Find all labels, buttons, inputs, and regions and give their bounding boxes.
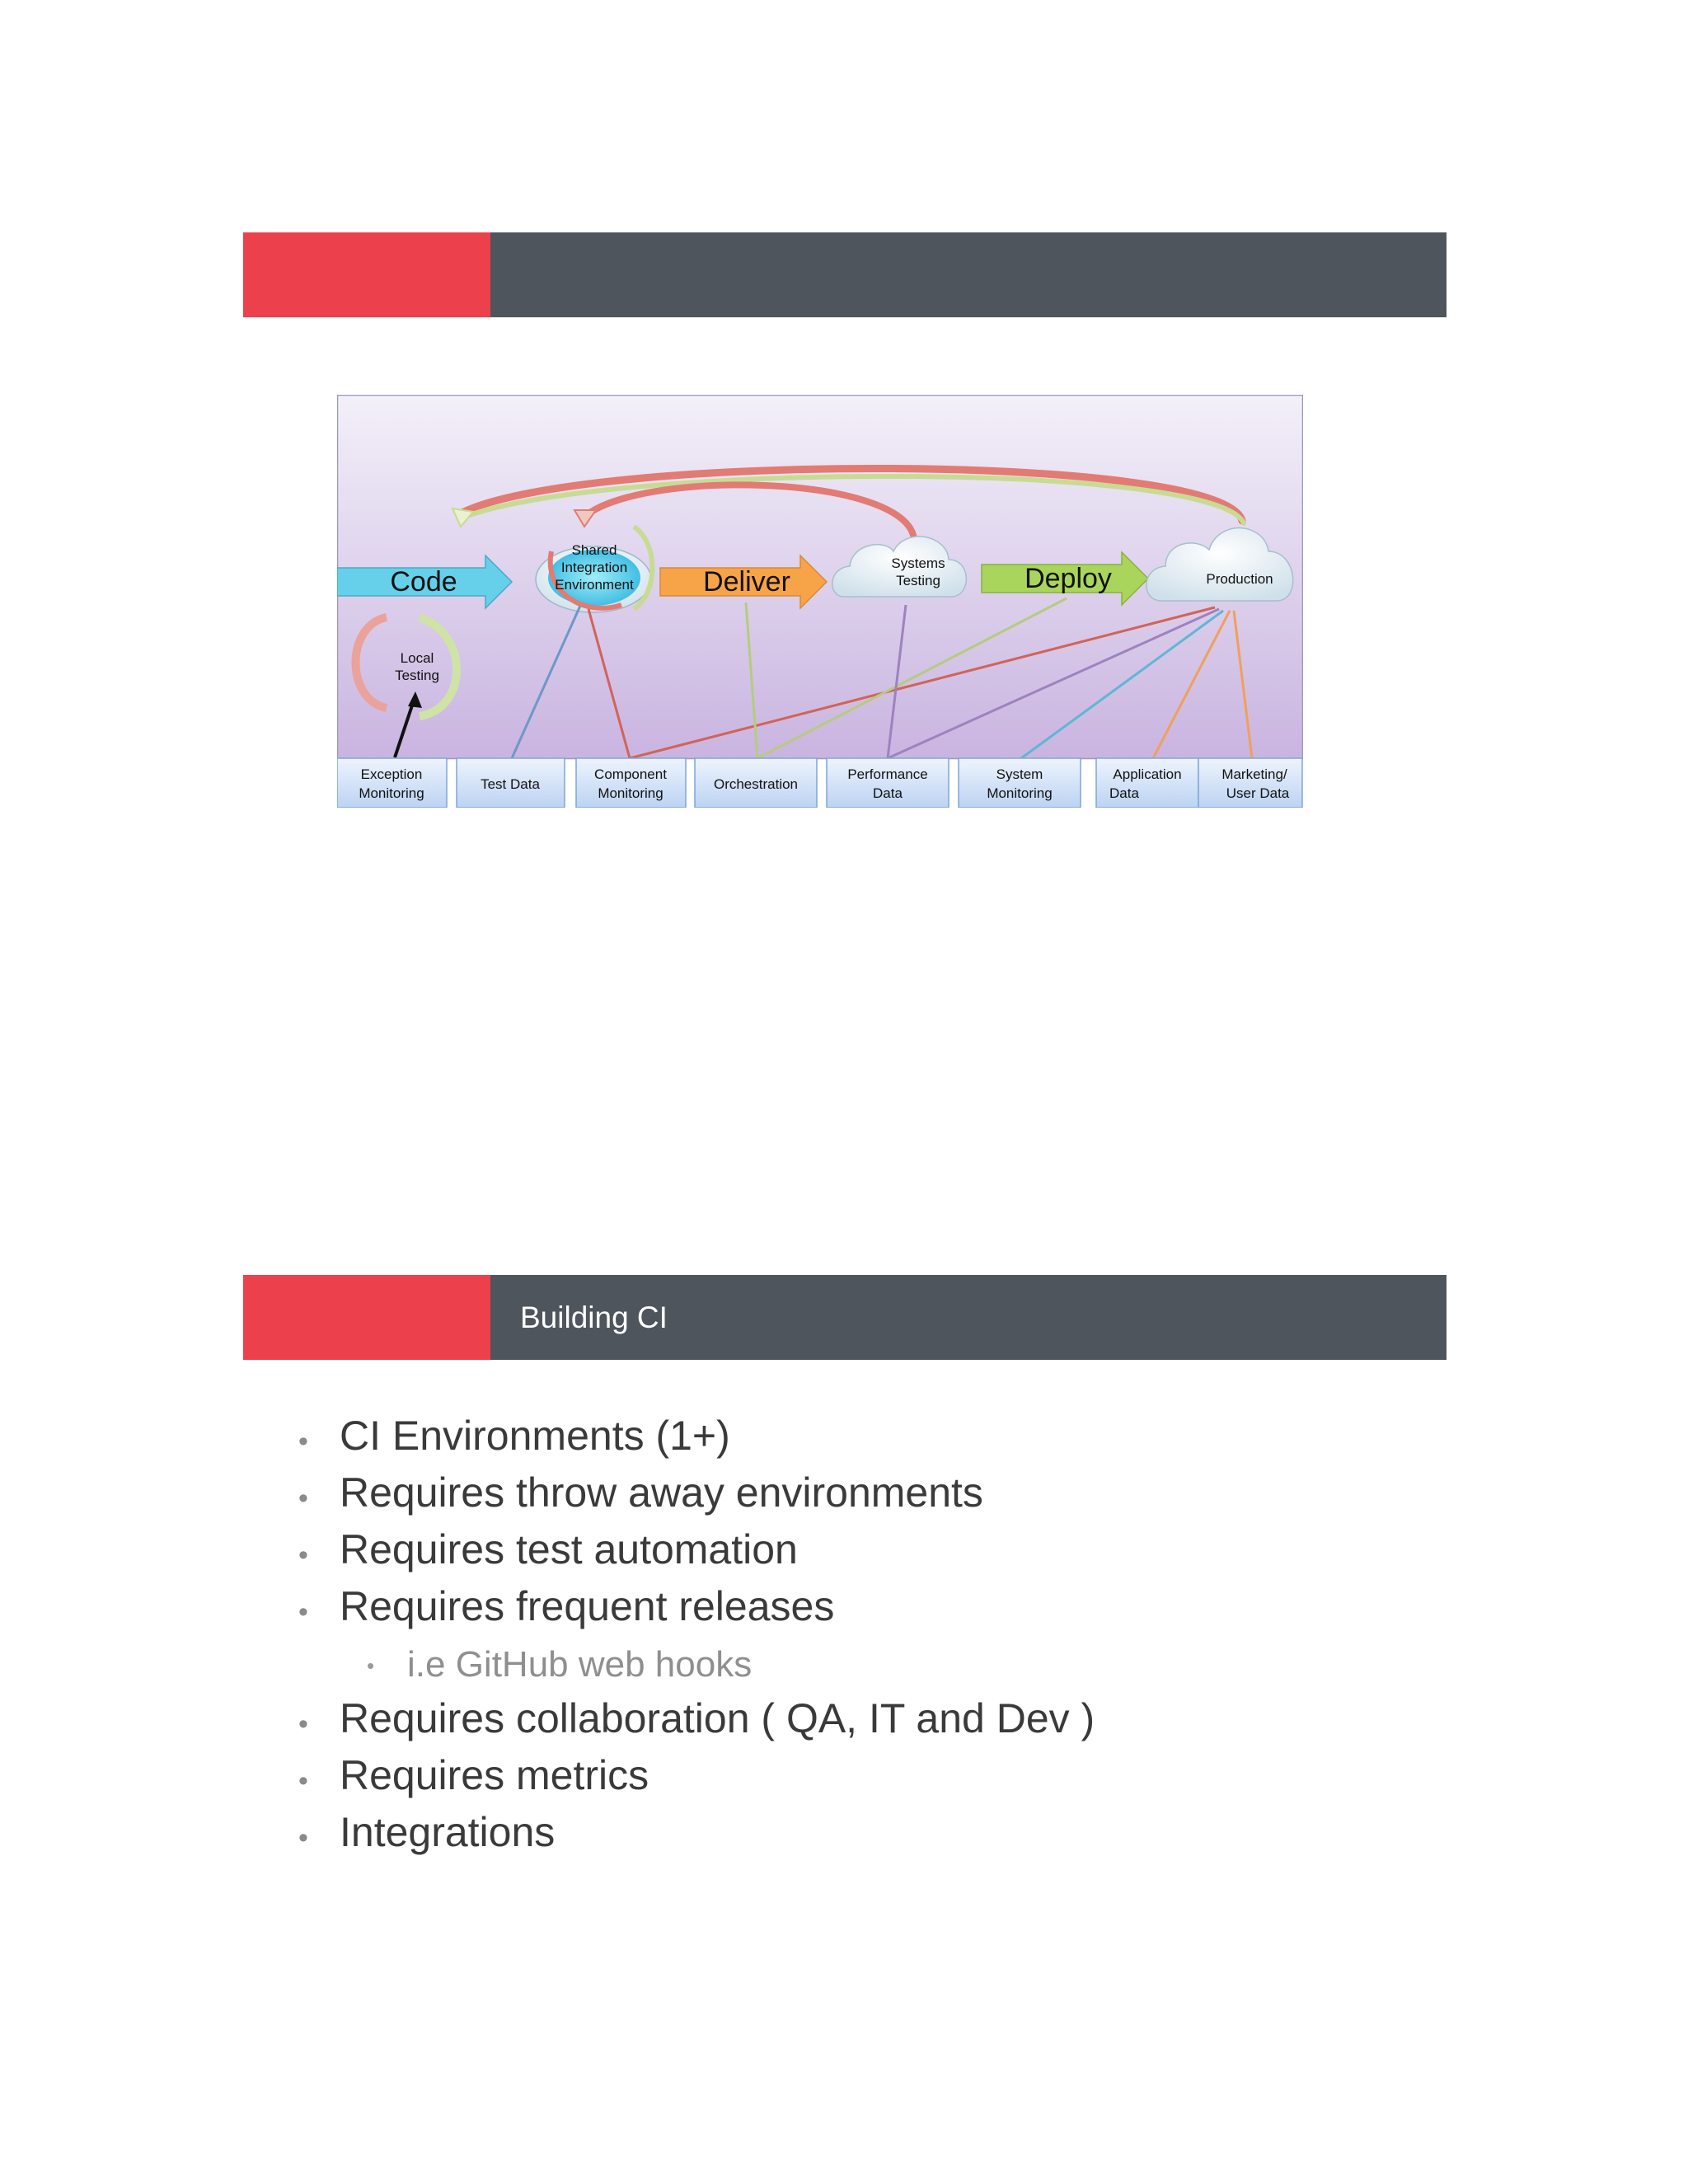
source-component-line2: Monitoring	[598, 785, 663, 801]
source-box-testdata	[457, 758, 565, 808]
source-application-line2: Data	[1109, 785, 1139, 801]
bullet-dot: •	[298, 1540, 308, 1571]
header-accent	[243, 232, 490, 317]
bullet-item	[297, 1807, 1368, 1864]
bullet-item	[297, 1750, 1368, 1807]
bullet-dot: •	[298, 1765, 308, 1797]
source-box-marketing	[1198, 758, 1302, 808]
source-box-system	[959, 758, 1081, 808]
stage-shared-line1: Shared	[571, 542, 617, 558]
bullet-dot: •	[367, 1653, 375, 1678]
bullet-text: Requires test automation	[340, 1526, 798, 1572]
bullet-dot: •	[298, 1822, 308, 1854]
bullet-text: Requires collaboration ( QA, IT and Dev )	[340, 1695, 1095, 1741]
bullet-item	[297, 1694, 1368, 1750]
source-performance-line2: Data	[873, 785, 903, 801]
source-box-application	[1096, 758, 1198, 808]
source-orchestration-line1: Orchestration	[713, 776, 799, 792]
header-accent	[243, 1275, 490, 1360]
slide1-header	[243, 232, 1447, 317]
source-system-line2: Monitoring	[987, 785, 1053, 801]
bullet-text: Integrations	[340, 1809, 556, 1855]
stage-code: Code	[390, 566, 457, 598]
source-component-line1: Component	[594, 766, 667, 782]
source-marketing-line1: Marketing/	[1221, 766, 1287, 782]
slide2-header	[243, 1275, 1447, 1360]
bullet-dot: •	[298, 1426, 308, 1457]
bullet-item	[297, 1468, 1368, 1525]
bullet-dot: •	[298, 1596, 308, 1628]
source-system-line1: System	[996, 766, 1043, 782]
bullet-text: Requires throw away environments	[340, 1469, 983, 1516]
stage-deliver: Deliver	[703, 566, 790, 598]
ci-pipeline-diagram	[337, 395, 1303, 808]
source-box-performance	[827, 758, 949, 808]
stage-systems-line1: Systems	[891, 555, 945, 571]
sub-bullet-text: i.e GitHub web hooks	[407, 1644, 753, 1685]
bullet-dot: •	[298, 1708, 308, 1740]
bullet-text: CI Environments (1+)	[340, 1413, 730, 1459]
source-box-exception	[337, 758, 447, 808]
source-box-orchestration	[695, 758, 817, 808]
source-testdata-line1: Test Data	[481, 776, 540, 792]
stage-deploy: Deploy	[1025, 563, 1112, 594]
source-exception-line1: Exception	[360, 766, 423, 782]
stage-systems-line2: Testing	[896, 573, 940, 588]
bullet-item	[297, 1411, 1368, 1468]
source-performance-line1: Performance	[847, 766, 928, 782]
slide2-title: Building CI	[520, 1301, 668, 1334]
stage-shared-line2: Integration	[560, 560, 628, 575]
local-testing-line2: Testing	[395, 668, 439, 683]
source-exception-line2: Monitoring	[359, 785, 424, 801]
source-application-line1: Application	[1113, 766, 1182, 782]
source-box-component	[576, 758, 686, 808]
stage-shared-line3: Environment	[555, 577, 634, 593]
local-testing-line1: Local	[400, 650, 434, 666]
bullet-text: Requires metrics	[340, 1752, 649, 1798]
stage-production: Production	[1206, 571, 1273, 587]
sub-bullet-item	[297, 1638, 1368, 1694]
bullet-dot: •	[298, 1483, 308, 1514]
bullet-text: Requires frequent releases	[340, 1583, 835, 1629]
bullet-item	[297, 1582, 1368, 1638]
bullet-list	[297, 1411, 1368, 1864]
bullet-item	[297, 1525, 1368, 1582]
source-marketing-line2: User Data	[1226, 785, 1290, 801]
header-bar	[490, 232, 1447, 317]
